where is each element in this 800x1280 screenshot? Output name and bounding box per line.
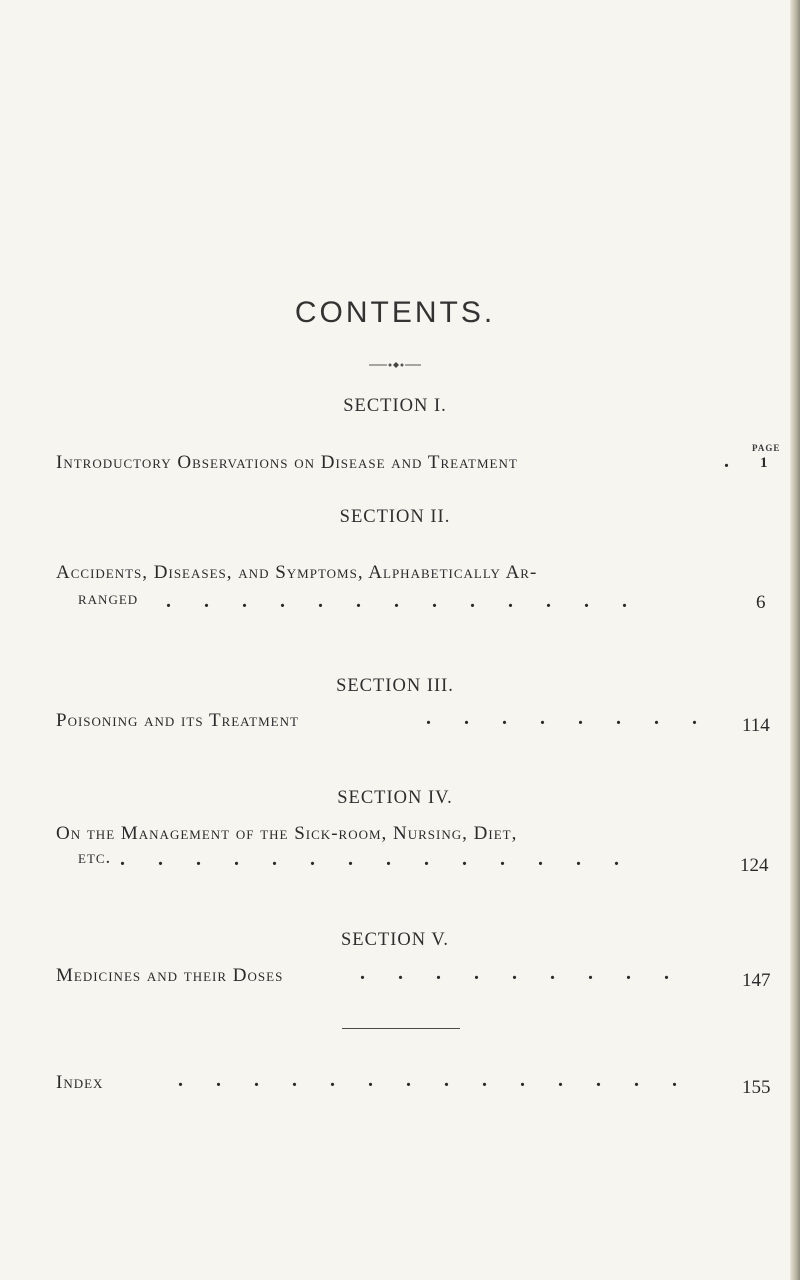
section-4-title-continued[interactable]: etc. [78,847,112,868]
section-2-title[interactable]: Accidents, Diseases, and Symptoms, Alphabetically Ar- [56,562,538,583]
section-3-heading: SECTION III. [336,676,454,696]
section-2-page-number[interactable]: 6 [756,592,766,613]
section-3-page-number[interactable]: 114 [742,715,770,736]
section-5-title[interactable]: Medicines and their Doses [56,965,284,986]
section-divider-rule [342,1028,460,1029]
index-leader: . . . . . . . . . . . . . . [178,1069,691,1091]
index-title[interactable]: Index [56,1072,104,1093]
section-3-title[interactable]: Poisoning and its Treatment [56,710,299,731]
section-1-page-number[interactable]: 1 [760,455,768,471]
section-5-heading: SECTION V. [340,930,449,950]
section-1-title[interactable]: Introductory Observations on Disease and Treatment [56,452,518,473]
page-column-label: PAGE [752,443,781,453]
section-2-heading: SECTION II. [339,507,451,527]
section-2-title-continued[interactable]: ranged [78,588,139,609]
section-5-leader: . . . . . . . . . [360,962,683,984]
index-page-number[interactable]: 155 [742,1077,771,1098]
page-edge-shadow [790,0,800,1280]
section-4-leader: . . . . . . . . . . . . . . [120,848,633,870]
section-3-leader: . . . . . . . . [426,707,711,729]
section-1-leader: . [724,450,743,472]
section-4-page-number[interactable]: 124 [740,855,769,876]
section-4-heading: SECTION IV. [337,788,453,808]
section-2-leader: . . . . . . . . . . . . . [166,590,641,612]
section-1-heading: SECTION I. [343,396,447,416]
title-ornament-divider [369,360,421,370]
section-5-page-number[interactable]: 147 [742,970,771,991]
section-4-title[interactable]: On the Management of the Sick-room, Nursing, Diet, [56,823,518,844]
page-title: CONTENTS. [294,296,496,329]
